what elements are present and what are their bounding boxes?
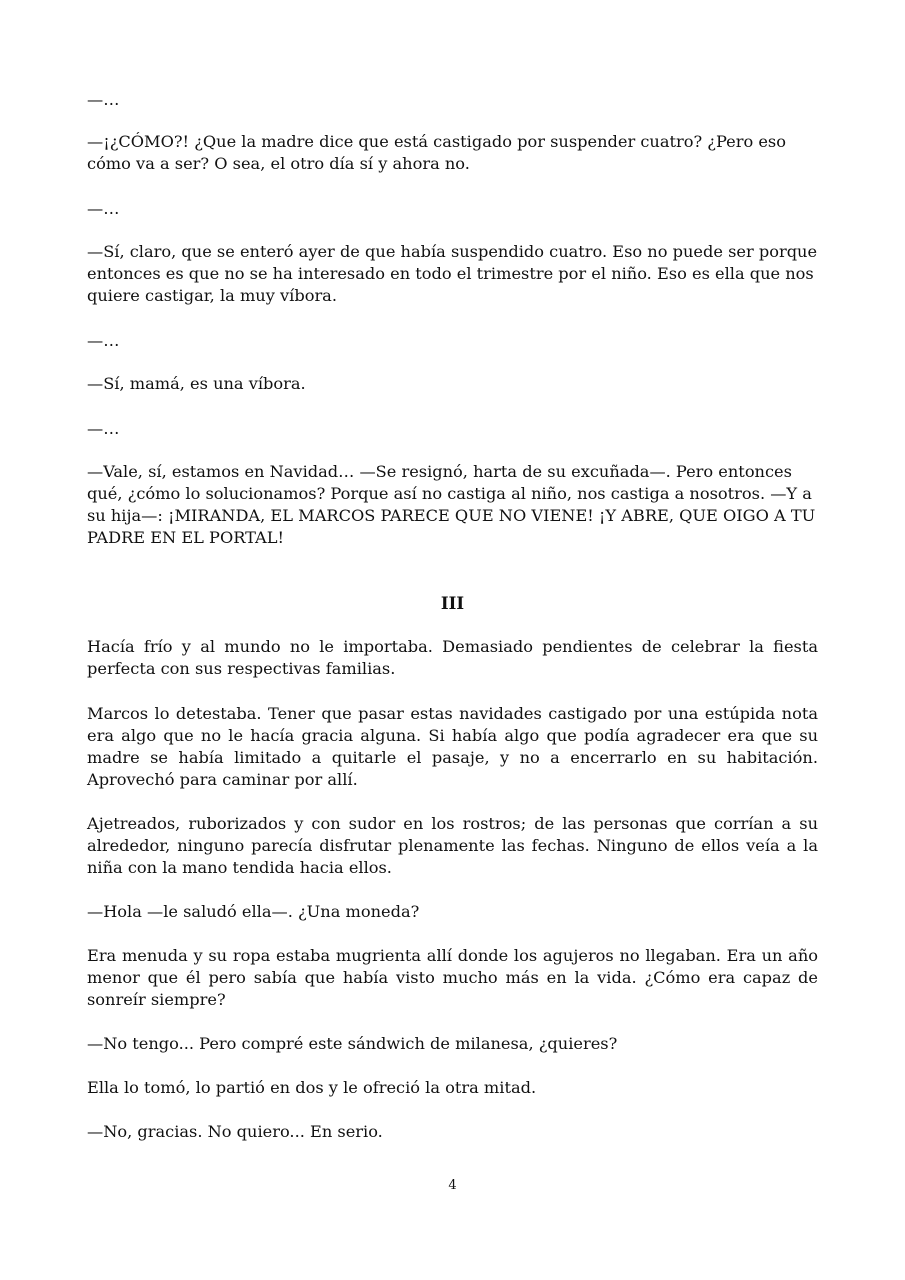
paragraph-ajetreados: Ajetreados, ruborizados y con sudor en los rostros; de las personas que corrían a su alrededor, ninguno parecía disfrutar plenamente las fechas. Ninguno de ellos veía a la niña con la mano tendida hacia ellos. [87,814,818,877]
paragraph-ellipsis-4: —… [87,419,120,438]
paragraph-no-tengo: —No tengo... Pero compré este sándwich de milanesa, ¿quieres? [87,1034,618,1053]
paragraph-marcos-detestaba: Marcos lo detestaba. Tener que pasar estas navidades castigado por una estúpida nota era algo que no le hacía gracia alguna. Si había algo que podía agradecer era que su madre se había limitado a quitarle el pasaje, y no a encerrarlo en su habitación. Aprovechó para caminar por allí. [87,704,818,789]
paragraph-ellipsis-2: —… [87,199,120,218]
paragraph-no-gracias: —No, gracias. No quiero... En serio. [87,1122,383,1141]
paragraph-era-menuda: Era menuda y su ropa estaba mugrienta allí donde los agujeros no llegaban. Era un año menor que él pero sabía que había visto mucho más en la vida. ¿Cómo era capaz de sonreír siempre? [87,946,818,1009]
paragraph-hola-moneda: —Hola —le saludó ella—. ¿Una moneda? [87,902,420,921]
paragraph-ellipsis-3: —… [87,331,120,350]
page-number: 4 [448,1178,457,1193]
paragraph-hacia-frio: Hacía frío y al mundo no le importaba. Demasiado pendientes de celebrar la fiesta perfecta con sus respectivas familias. [87,637,818,678]
paragraph-se-entero: —Sí, claro, que se enteró ayer de que había suspendido cuatro. Eso no puede ser porque entonces es que no se ha interesado en todo el trimestre por el niño. Eso es ella que nos quiere castigar, la muy víbora. [87,242,818,305]
paragraph-navidad: —Vale, sí, estamos en Navidad… —Se resignó, harta de su excuñada—. Pero entonces qué, ¿cómo lo solucionamos? Porque así no castiga al niño, nos castiga a nosotros. —Y a su hija—: ¡MIRANDA, EL MARCOS PARECE QUE NO VIENE! ¡Y ABRE, QUE OIGO A TU PADRE EN EL PORTAL! [87,462,816,547]
paragraph-ella-lo-tomo: Ella lo tomó, lo partió en dos y le ofreció la otra mitad. [87,1078,537,1097]
paragraph-ellipsis-1: —… [87,90,120,109]
paragraph-si-mama: —Sí, mamá, es una víbora. [87,374,306,393]
paragraph-como-castigado: —¡¿CÓMO?! ¿Que la madre dice que está castigado por suspender cuatro? ¿Pero eso cómo va a ser? O sea, el otro día sí y ahora no. [87,132,786,173]
chapter-heading: III [440,594,465,613]
